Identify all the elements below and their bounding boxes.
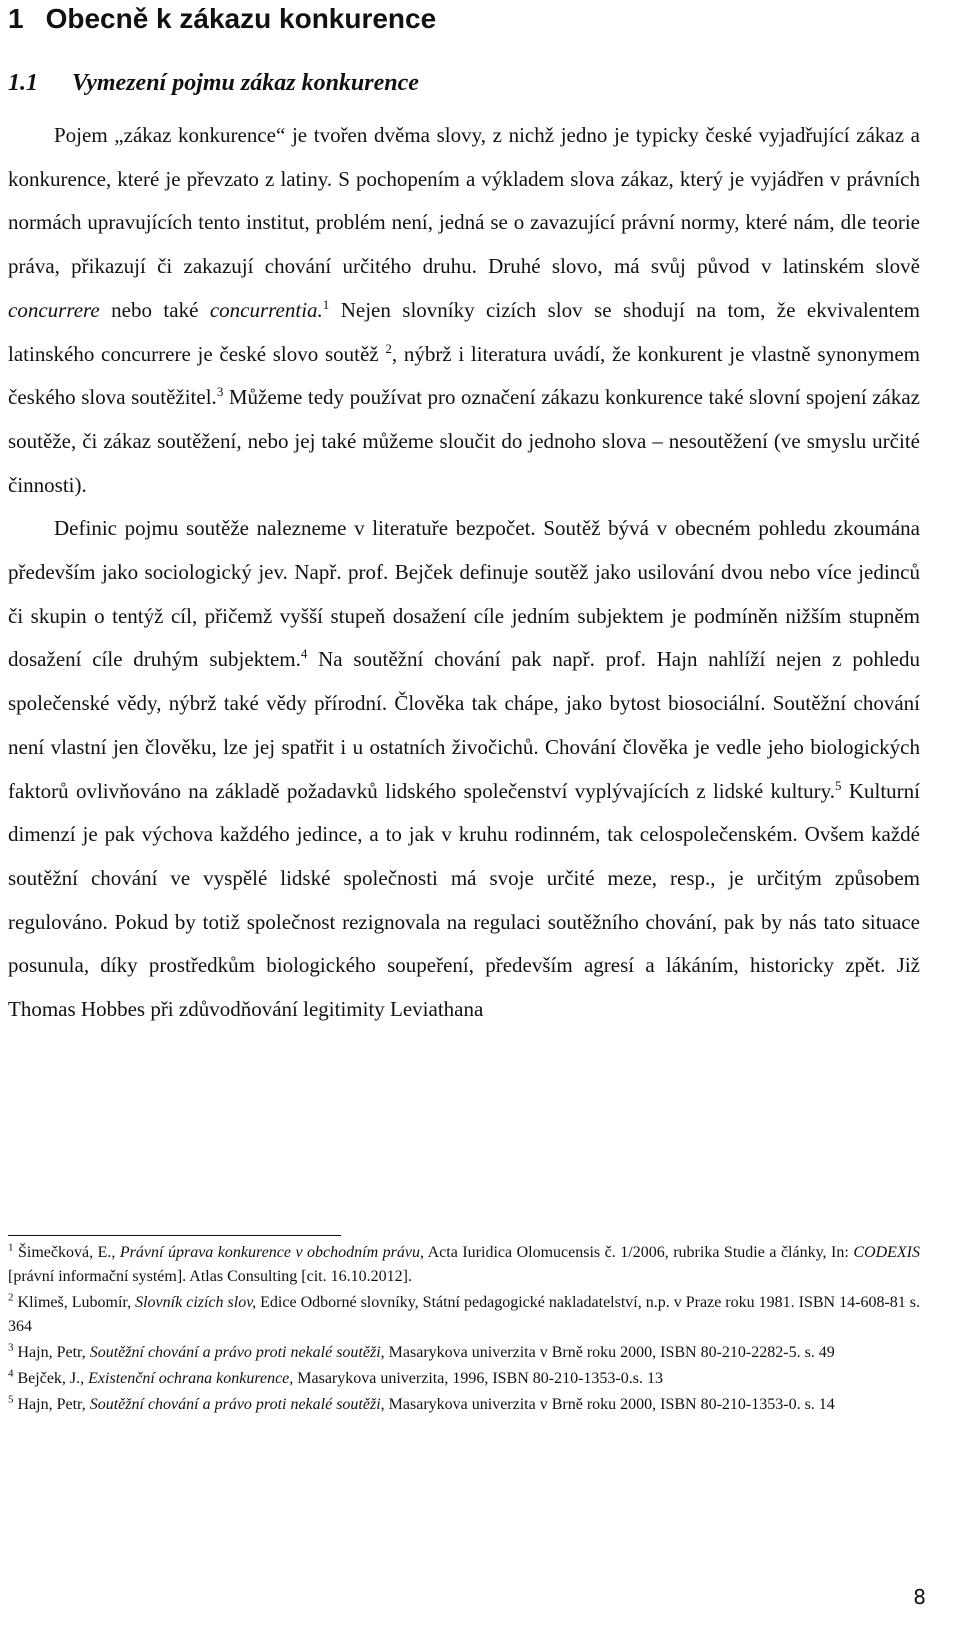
- footnotes: [8, 1241, 920, 1419]
- paragraph-text: Pojem „zákaz konkurence“ je tvořen dvěma slovy, z nichž jedno je typicky české vyjadřující zákaz a konkurence, které je převzato z latiny. S pochopením a výkladem slova zákaz, který je vyjádřen v právních normách upravujících tento institut, problém není, jedná se o zavazující právní normy, které nám, dle teorie práva, přikazují či zakazují chování určitého druhu. Druhé slovo, má svůj původ v latinském slově: [8, 123, 920, 279]
- paragraph-text: Na soutěžní chování pak např. prof. Hajn nahlíží nejen z pohledu společenské vědy, nýbrž také vědy přírodní. Člověka tak chápe, jako bytost biosociální. Soutěžní chování není vlastní jen člověku, lze jej spatřit i u ostatních živočichů. Chování člověka je vedle jeho biologických faktorů ovlivňováno na základě požadavků lidského společenství vyplývajících z lidské kultury.: [8, 647, 920, 803]
- latin-term: concurrentia.: [209, 297, 323, 322]
- section-heading: [8, 64, 419, 102]
- footnote-title: Právní úprava konkurence v obchodním právu: [119, 1244, 420, 1261]
- footnote-text: , Masarykova univerzita v Brně roku 2000, ISBN 80-210-2282-5. s. 49: [380, 1344, 835, 1361]
- latin-term: concurrere: [8, 297, 100, 322]
- footnote-title: Soutěžní chování a právo proti nekalé soutěži: [89, 1344, 381, 1361]
- footnote-text: , Acta Iuridica Olomucensis č. 1/2006, rubrika Studie a články, In:: [420, 1244, 854, 1261]
- paragraph-text: Definic pojmu soutěže nalezneme v literatuře bezpočet. Soutěž bývá v obecném pohledu zkoumána především jako sociologický jev. Např. prof. Bejček definuje soutěž jako usilování dvou nebo více jedinců či skupin o tentýž cíl, přičemž vyšší stupeň dosažení cíle jedním subjektem je podmíněn nižším stupněm dosažení cíle druhým subjektem.: [8, 516, 920, 672]
- paragraph-text: , nýbrž i literatura uvádí, že konkurent je vlastně synonymem českého slova soutěžitel.: [8, 341, 920, 410]
- footnote-ref[interactable]: 4: [300, 646, 308, 662]
- footnote-item: [8, 1341, 920, 1365]
- paragraph-1: [8, 114, 920, 507]
- chapter-number: 1: [8, 3, 24, 34]
- footnote-separator: [8, 1235, 341, 1236]
- footnote-text: Hajn, Petr,: [13, 1344, 90, 1361]
- paragraph-text: Můžeme tedy používat pro označení zákazu konkurence také slovní spojení zákaz soutěže, či zákaz soutěžení, nebo jej také můžeme sloučit do jednoho slova – nesoutěžení (ve smyslu určité činnosti).: [8, 385, 920, 497]
- section-number: 1.1: [8, 70, 38, 96]
- footnote-title: CODEXIS: [853, 1244, 920, 1261]
- paragraph-text: Nejen slovníky cizích slov se shodují na tom, že ekvivalentem latinského concurrere je české slovo soutěž: [8, 297, 920, 366]
- footnote-text: [právní informační systém]. Atlas Consulting [cit. 16.10.2012].: [8, 1268, 412, 1285]
- page-number: 8: [913, 1585, 926, 1609]
- footnote-title: Slovník cizích slov,: [135, 1294, 257, 1311]
- footnote-ref[interactable]: 5: [835, 777, 842, 793]
- paragraph-2: [8, 507, 920, 1031]
- section-title: Vymezení pojmu zákaz konkurence: [72, 70, 419, 96]
- footnote-title: Soutěžní chování a právo proti nekalé soutěži: [89, 1396, 381, 1413]
- footnote-item: [8, 1241, 920, 1289]
- chapter-title: Obecně k zákazu konkurence: [45, 3, 437, 34]
- chapter-heading: [8, 0, 436, 38]
- footnote-text: Bejček, J.,: [13, 1370, 89, 1387]
- footnote-item: [8, 1291, 920, 1339]
- footnote-ref[interactable]: 1: [322, 296, 330, 312]
- paragraph-text: nebo také: [99, 297, 210, 322]
- footnote-number: 2: [8, 1291, 14, 1304]
- footnote-item: [8, 1367, 920, 1391]
- footnote-ref[interactable]: 2: [385, 340, 392, 356]
- footnote-text: , Masarykova univerzita v Brně roku 2000, ISBN 80-210-1353-0. s. 14: [380, 1396, 835, 1413]
- footnote-ref[interactable]: 3: [216, 384, 224, 400]
- footnote-text: Klimeš, Lubomír,: [13, 1294, 136, 1311]
- footnote-number: 5: [8, 1393, 14, 1406]
- footnote-title: Existenční ochrana konkurence,: [88, 1370, 294, 1387]
- footnote-text: Šimečková, E.,: [13, 1244, 120, 1261]
- footnote-item: [8, 1393, 920, 1417]
- footnote-number: 4: [8, 1367, 14, 1380]
- footnote-text: Masarykova univerzita, 1996, ISBN 80-210-1353-0.s. 13: [293, 1370, 663, 1387]
- footnote-text: Hajn, Petr,: [13, 1396, 90, 1413]
- body-text: [8, 114, 920, 1032]
- footnote-text: Edice Odborné slovníky, Státní pedagogické nakladatelství, n.p. v Praze roku 1981. ISBN 14-608-81 s. 364: [8, 1294, 921, 1335]
- footnote-number: 1: [8, 1241, 14, 1254]
- footnote-number: 3: [8, 1341, 14, 1354]
- paragraph-text: Kulturní dimenzí je pak výchova každého jedince, a to jak v kruhu rodinném, tak celospolečenském. Ovšem každé soutěžní chování ve vyspělé lidské společnosti má svoje určité meze, resp., je určitým způsobem regulováno. Pokud by totiž společnost rezignovala na regulaci soutěžního chování, pak by nás tato situace posunula, díky prostředkům biologického soupeření, především agresí a lákáním, historicky zpět. Již Thomas Hobbes při zdůvodňování legitimity Leviathana: [8, 778, 920, 1022]
